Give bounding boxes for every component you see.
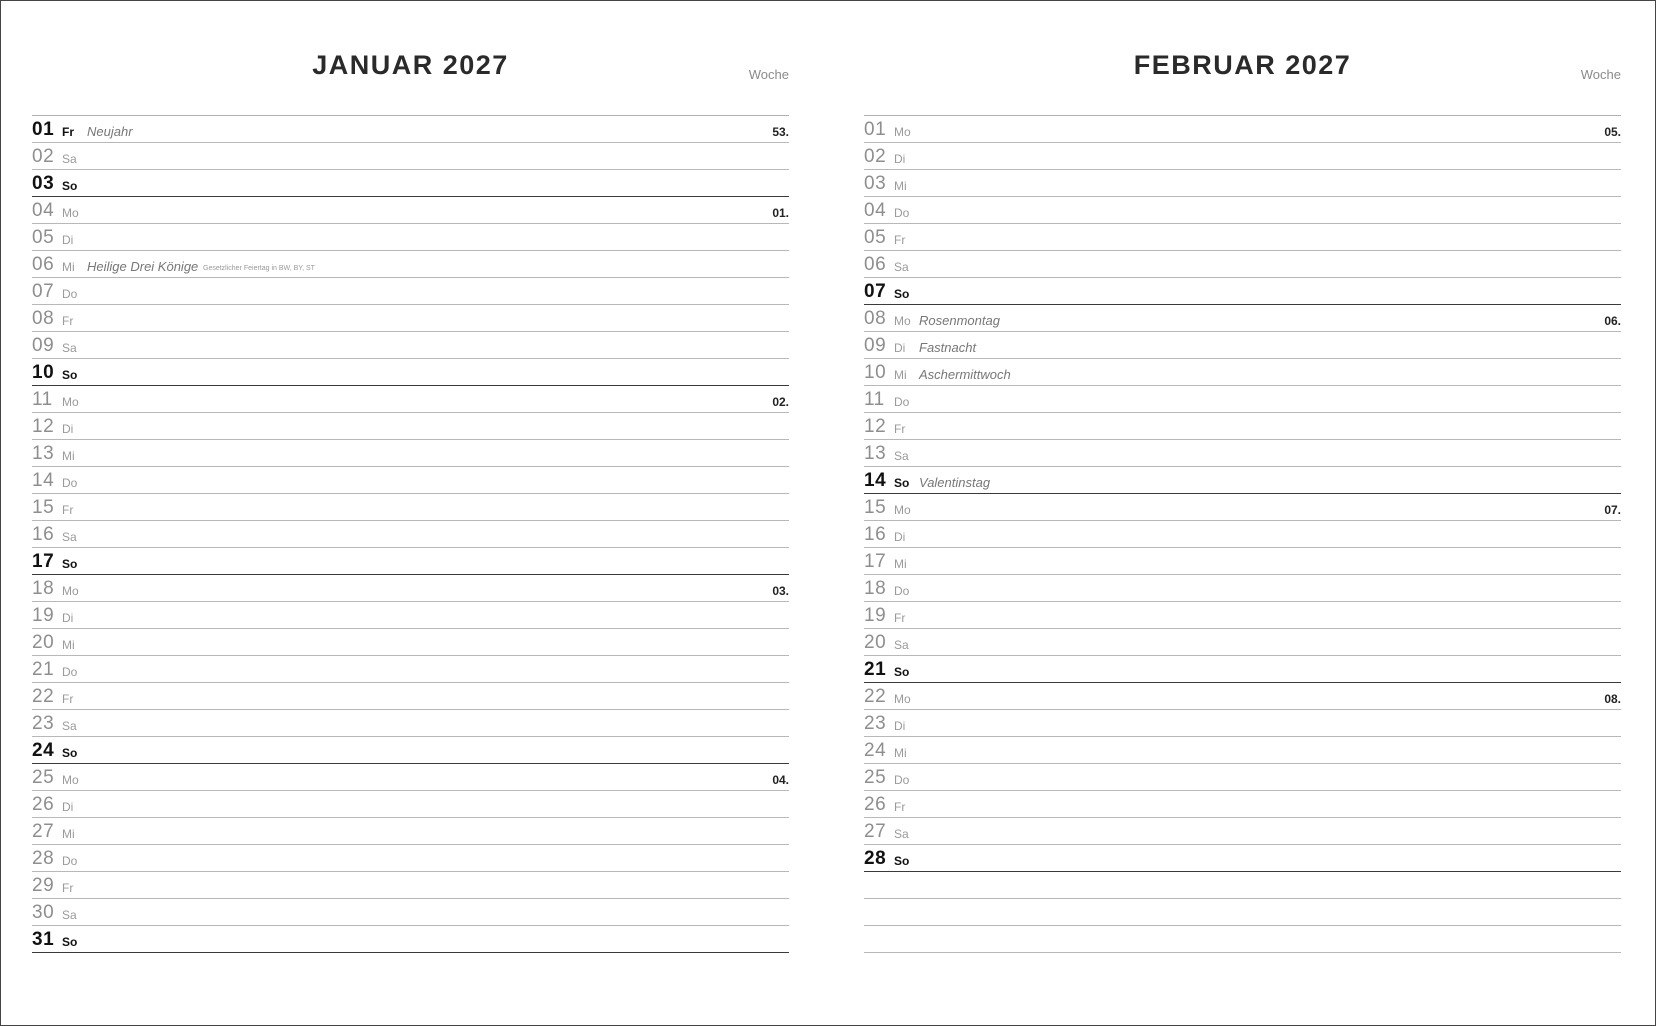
day-number: 22: [864, 686, 887, 707]
weekday-name: Sa: [62, 719, 77, 733]
day-number: 31: [32, 929, 55, 950]
day-row: [32, 332, 789, 359]
empty-row: [864, 899, 1621, 926]
day-row: [864, 143, 1621, 170]
weekday-name: Mi: [894, 746, 907, 760]
week-number: 05.: [1604, 125, 1621, 139]
day-number: 11: [32, 389, 53, 410]
holiday-label: Fastnacht: [919, 340, 977, 355]
weekday-name: Do: [894, 773, 910, 787]
day-number: 29: [32, 875, 55, 896]
day-row: [864, 629, 1621, 656]
day-number: 09: [864, 335, 887, 356]
day-number: 19: [864, 605, 887, 626]
weekday-name: Mo: [894, 503, 911, 517]
day-number: 27: [32, 821, 55, 842]
day-row: [864, 791, 1621, 818]
day-number: 02: [864, 146, 887, 167]
weekday-name: Sa: [894, 827, 909, 841]
weekday-name: Mo: [62, 584, 79, 598]
weekday-name: So: [62, 179, 78, 193]
weekday-name: Do: [62, 665, 78, 679]
day-row: [32, 602, 789, 629]
day-row: [864, 305, 1621, 332]
day-row: [864, 818, 1621, 845]
day-number: 04: [864, 200, 887, 221]
day-row: [864, 170, 1621, 197]
weekday-name: Do: [894, 584, 910, 598]
weekday-name: Mo: [62, 395, 79, 409]
day-number: 11: [864, 389, 885, 410]
holiday-note: Gesetzlicher Feiertag in BW, BY, ST: [203, 265, 315, 272]
month-title: JANUAR 2027: [312, 50, 509, 80]
week-number: 07.: [1604, 503, 1621, 517]
day-row: [32, 467, 789, 494]
weekday-name: Mi: [894, 557, 907, 571]
day-row: [32, 764, 789, 791]
day-row: [32, 386, 789, 413]
holiday-label: Heilige Drei Könige: [87, 259, 199, 274]
day-row: [864, 494, 1621, 521]
day-row: [864, 737, 1621, 764]
day-number: 23: [864, 713, 887, 734]
day-row: [32, 845, 789, 872]
weekday-name: Fr: [62, 503, 74, 517]
day-row: [864, 197, 1621, 224]
day-number: 12: [32, 416, 55, 437]
weekday-name: Fr: [894, 233, 906, 247]
weekday-name: Sa: [62, 530, 77, 544]
day-number: 24: [32, 740, 55, 761]
weekday-name: Mi: [62, 260, 75, 274]
day-number: 18: [864, 578, 887, 599]
day-number: 05: [32, 227, 55, 248]
day-number: 13: [864, 443, 887, 464]
weekday-name: Sa: [894, 260, 909, 274]
day-row: [864, 467, 1621, 494]
day-row: [32, 521, 789, 548]
day-number: 28: [864, 848, 887, 869]
day-row: [32, 629, 789, 656]
day-number: 10: [32, 362, 55, 383]
day-number: 15: [32, 497, 55, 518]
day-number: 03: [32, 173, 55, 194]
weekday-name: Fr: [62, 692, 74, 706]
day-number: 13: [32, 443, 55, 464]
weekday-name: Mo: [62, 206, 79, 220]
month-february: [864, 0, 1621, 1026]
day-number: 20: [32, 632, 55, 653]
day-row: [864, 440, 1621, 467]
day-row: [864, 548, 1621, 575]
day-number: 03: [864, 173, 887, 194]
day-row: [32, 440, 789, 467]
weekday-name: Di: [894, 530, 906, 544]
day-number: 26: [864, 794, 887, 815]
weekday-name: Fr: [62, 314, 74, 328]
weekday-name: Fr: [894, 800, 906, 814]
weekday-name: Fr: [62, 125, 74, 139]
week-number: 03.: [772, 584, 789, 598]
day-row: [864, 332, 1621, 359]
day-number: 12: [864, 416, 887, 437]
day-row: [32, 683, 789, 710]
weekday-name: Mi: [62, 638, 75, 652]
day-number: 15: [864, 497, 887, 518]
weekday-name: Mo: [894, 125, 911, 139]
weekday-name: Sa: [62, 152, 77, 166]
day-number: 18: [32, 578, 55, 599]
day-number: 14: [864, 470, 887, 491]
day-row: [32, 710, 789, 737]
day-row: [32, 305, 789, 332]
day-row: [32, 251, 789, 278]
month-title: FEBRUAR 2027: [1133, 50, 1352, 80]
day-row: [864, 386, 1621, 413]
weekday-name: Fr: [894, 611, 906, 625]
day-row: [32, 548, 789, 575]
weekday-name: Do: [62, 476, 78, 490]
day-row: [864, 764, 1621, 791]
day-number: 28: [32, 848, 55, 869]
empty-row: [864, 926, 1621, 953]
weekday-name: Di: [894, 152, 906, 166]
weekday-name: Di: [62, 611, 74, 625]
day-row: [864, 251, 1621, 278]
weekday-name: So: [62, 746, 78, 760]
weekday-name: So: [894, 854, 910, 868]
day-row: [864, 683, 1621, 710]
day-number: 24: [864, 740, 887, 761]
weekday-name: Do: [894, 395, 910, 409]
weekday-name: Mo: [62, 773, 79, 787]
day-number: 08: [32, 308, 55, 329]
weekday-name: Mo: [894, 314, 911, 328]
weekday-name: Fr: [894, 422, 906, 436]
weekday-name: Do: [894, 206, 910, 220]
day-number: 07: [864, 281, 887, 302]
day-list: [32, 116, 789, 953]
weekday-name: Di: [894, 341, 906, 355]
week-number: 08.: [1604, 692, 1621, 706]
day-number: 25: [864, 767, 887, 788]
day-row: [864, 521, 1621, 548]
day-number: 07: [32, 281, 55, 302]
day-number: 21: [864, 659, 887, 680]
weekday-name: Do: [62, 854, 78, 868]
weekday-name: Sa: [62, 341, 77, 355]
weekday-name: Sa: [894, 449, 909, 463]
weekday-name: Mi: [62, 449, 75, 463]
day-row: [32, 278, 789, 305]
weekday-name: So: [894, 476, 910, 490]
holiday-label: Valentinstag: [919, 475, 991, 490]
holiday-label: Aschermittwoch: [919, 367, 1011, 382]
weekday-name: So: [894, 665, 910, 679]
week-column-label: Woche: [1580, 67, 1621, 82]
day-number: 23: [32, 713, 55, 734]
day-number: 16: [864, 524, 887, 545]
day-number: 01: [32, 119, 55, 140]
day-number: 22: [32, 686, 55, 707]
weekday-name: So: [62, 557, 78, 571]
day-number: 01: [864, 119, 887, 140]
day-row: [32, 818, 789, 845]
day-row: [32, 197, 789, 224]
day-number: 19: [32, 605, 55, 626]
weekday-name: Sa: [894, 638, 909, 652]
weekday-name: Sa: [62, 908, 77, 922]
day-list: [864, 116, 1621, 953]
weekday-name: Mi: [62, 827, 75, 841]
day-row: [32, 737, 789, 764]
day-row: [864, 656, 1621, 683]
day-row: [864, 116, 1621, 143]
day-number: 10: [864, 362, 887, 383]
weekday-name: So: [894, 287, 910, 301]
day-number: 26: [32, 794, 55, 815]
day-number: 09: [32, 335, 55, 356]
day-row: [32, 899, 789, 926]
week-number: 01.: [772, 206, 789, 220]
day-row: [32, 872, 789, 899]
week-column-label: Woche: [748, 67, 789, 82]
weekday-name: Mi: [894, 179, 907, 193]
day-row: [864, 359, 1621, 386]
holiday-label: Neujahr: [87, 124, 133, 139]
day-row: [32, 575, 789, 602]
day-row: [32, 413, 789, 440]
day-row: [864, 845, 1621, 872]
day-row: [864, 224, 1621, 251]
day-row: [864, 413, 1621, 440]
day-number: 04: [32, 200, 55, 221]
day-row: [32, 143, 789, 170]
empty-row: [864, 872, 1621, 899]
weekday-name: Di: [62, 800, 74, 814]
weekday-name: Do: [62, 287, 78, 301]
day-row: [32, 656, 789, 683]
weekday-name: Fr: [62, 881, 74, 895]
week-number: 02.: [772, 395, 789, 409]
month-january: [32, 0, 789, 1026]
day-number: 21: [32, 659, 55, 680]
day-number: 25: [32, 767, 55, 788]
weekday-name: Di: [894, 719, 906, 733]
day-number: 16: [32, 524, 55, 545]
weekday-name: So: [62, 935, 78, 949]
day-row: [32, 224, 789, 251]
week-number: 53.: [772, 125, 789, 139]
day-row: [864, 602, 1621, 629]
day-number: 06: [864, 254, 887, 275]
holiday-label: Rosenmontag: [919, 313, 1000, 328]
day-number: 20: [864, 632, 887, 653]
week-number: 06.: [1604, 314, 1621, 328]
week-number: 04.: [772, 773, 789, 787]
weekday-name: Mo: [894, 692, 911, 706]
day-row: [32, 791, 789, 818]
day-number: 30: [32, 902, 55, 923]
day-row: [864, 710, 1621, 737]
day-number: 27: [864, 821, 887, 842]
day-row: [32, 359, 789, 386]
day-row: [32, 116, 789, 143]
day-row: [864, 278, 1621, 305]
day-number: 08: [864, 308, 887, 329]
day-row: [32, 170, 789, 197]
day-row: [864, 575, 1621, 602]
day-number: 06: [32, 254, 55, 275]
day-number: 14: [32, 470, 55, 491]
day-number: 02: [32, 146, 55, 167]
day-row: [32, 926, 789, 953]
day-number: 05: [864, 227, 887, 248]
day-row: [32, 494, 789, 521]
weekday-name: Di: [62, 422, 74, 436]
weekday-name: So: [62, 368, 78, 382]
weekday-name: Mi: [894, 368, 907, 382]
weekday-name: Di: [62, 233, 74, 247]
day-number: 17: [864, 551, 887, 572]
day-number: 17: [32, 551, 55, 572]
